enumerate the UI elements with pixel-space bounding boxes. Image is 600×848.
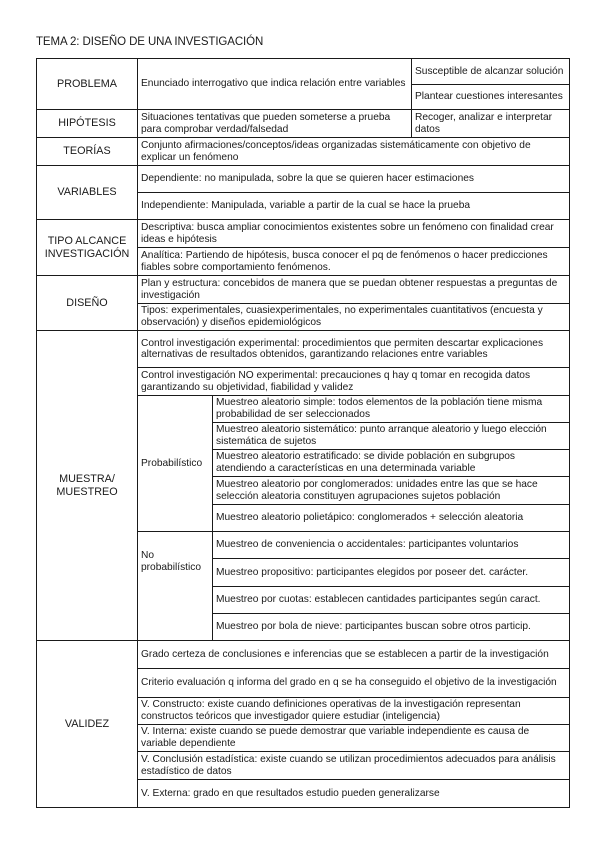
no-probabilistico-item: Muestreo por cuotas: establecen cantidades participantes según caract. bbox=[216, 594, 541, 605]
muestra-control-no-experimental: Control investigación NO experimental: precauciones q hay q tomar en recogida datos garantizando su objetividad, fiabilidad y validez bbox=[141, 369, 531, 393]
probabilistico-item: Muestreo aleatorio polietápico: conglomerados + selección aleatoria bbox=[216, 512, 524, 523]
row-label-teorias: TEORÍAS bbox=[63, 145, 111, 157]
muestra-control-experimental: Control investigación experimental: procedimientos que permiten descartar explicaciones alternativas de resultados obtenidos, garantizando relaciones entre variables bbox=[141, 337, 544, 360]
no-probabilistico-item: Muestreo de conveniencia o accidentales: participantes voluntarios bbox=[216, 539, 519, 550]
row-label-problema: PROBLEMA bbox=[57, 77, 117, 90]
row-label-variables: VARIABLES bbox=[57, 186, 117, 198]
row-label-validez: VALIDEZ bbox=[64, 717, 110, 730]
variables-dependiente: Dependiente: no manipulada, sobre la que se quieren hacer estimaciones bbox=[141, 173, 475, 184]
validez-item: V. Interna: existe cuando se puede demostrar que variable independiente es causa de variable dependiente bbox=[141, 726, 530, 749]
validez-item: Criterio evaluación q informa del grado en q se ha conseguido el objetivo de la investigación bbox=[141, 677, 557, 688]
no-probabilistico-item: Muestreo propositivo: participantes elegidos por poseer det. carácter. bbox=[216, 566, 529, 578]
variables-independiente: Independiente: Manipulada, variable a partir de la cual se hace la prueba bbox=[141, 200, 471, 211]
probabilistico-item: Muestreo aleatorio sistemático: punto arranque aleatorio y luego elección sistemática de sujetos bbox=[216, 424, 547, 447]
problema-definition: Enunciado interrogativo que indica relación entre variables bbox=[141, 78, 406, 89]
diseno-tipos: Tipos: experimentales, cuasiexperimentales, no experimentales cuantitativos (encuesta y observación) y diseños epidemiológicos bbox=[141, 305, 543, 328]
probabilistico-label: Probabilístico bbox=[141, 457, 203, 469]
probabilistico-item: Muestreo aleatorio estratificado: se divide población en subgrupos atendiendo a características en una determinada variable bbox=[216, 451, 516, 474]
hipotesis-trait: Recoger, analizar e interpretar datos bbox=[415, 111, 553, 135]
no-probabilistico-item: Muestreo por bola de nieve: participantes buscan sobre otros particip. bbox=[216, 621, 531, 632]
validez-item: V. Externa: grado en que resultados estudio pueden generalizarse bbox=[141, 787, 440, 799]
probabilistico-item: Muestreo aleatorio por conglomerados: unidades entre las que se hace selección aleatoria constituyen agrupaciones sujetos población bbox=[216, 478, 538, 502]
tipo-analitica: Analítica: Partiendo de hipótesis, busca conocer el pq de fenómenos o hacer predicciones fiables sobre comportamiento fenómenos. bbox=[141, 249, 548, 273]
no-probabilistico-label: No probabilístico bbox=[141, 550, 202, 573]
row-label-hipotesis: HIPÓTESIS bbox=[58, 117, 116, 129]
row-label-muestra: MUESTRA/ MUESTREO bbox=[56, 472, 118, 498]
problema-trait-2: Plantear cuestiones interesantes bbox=[415, 91, 563, 102]
tipo-descriptiva: Descriptiva: busca ampliar conocimientos existentes sobre un fenómeno con finalidad crear ideas e hipótesis bbox=[141, 221, 554, 245]
problema-trait-1: Susceptible de alcanzar solución bbox=[415, 65, 564, 77]
validez-item: V. Constructo: existe cuando definiciones operativas de la investigación representan constructos teóricos que investigador quiere estudiar (inteligencia) bbox=[141, 699, 521, 722]
row-label-tipo-alcance: TIPO ALCANCE INVESTIGACIÓN bbox=[44, 234, 130, 260]
validez-item: V. Conclusión estadística: existe cuando se utilizan procedimientos adecuados para análisis estadístico de datos bbox=[141, 753, 556, 777]
probabilistico-item: Muestreo aleatorio simple: todos elementos de la población tiene misma probabilidad de ser seleccionados bbox=[216, 397, 543, 420]
page-title: TEMA 2: DISEÑO DE UNA INVESTIGACIÓN bbox=[36, 36, 264, 48]
validez-item: Grado certeza de conclusiones e inferencias que se establecen a partir de la investigación bbox=[141, 648, 549, 660]
row-label-diseno: DISEÑO bbox=[66, 296, 108, 309]
diseno-plan: Plan y estructura: concebidos de manera que se puedan obtener respuestas a preguntas de investigación bbox=[141, 277, 558, 301]
teorias-definition: Conjunto afirmaciones/conceptos/ideas organizadas sistemáticamente con objetivo de explicar un fenómeno bbox=[141, 139, 531, 163]
hipotesis-definition: Situaciones tentativas que pueden someterse a prueba para comprobar verdad/falsedad bbox=[141, 111, 391, 135]
